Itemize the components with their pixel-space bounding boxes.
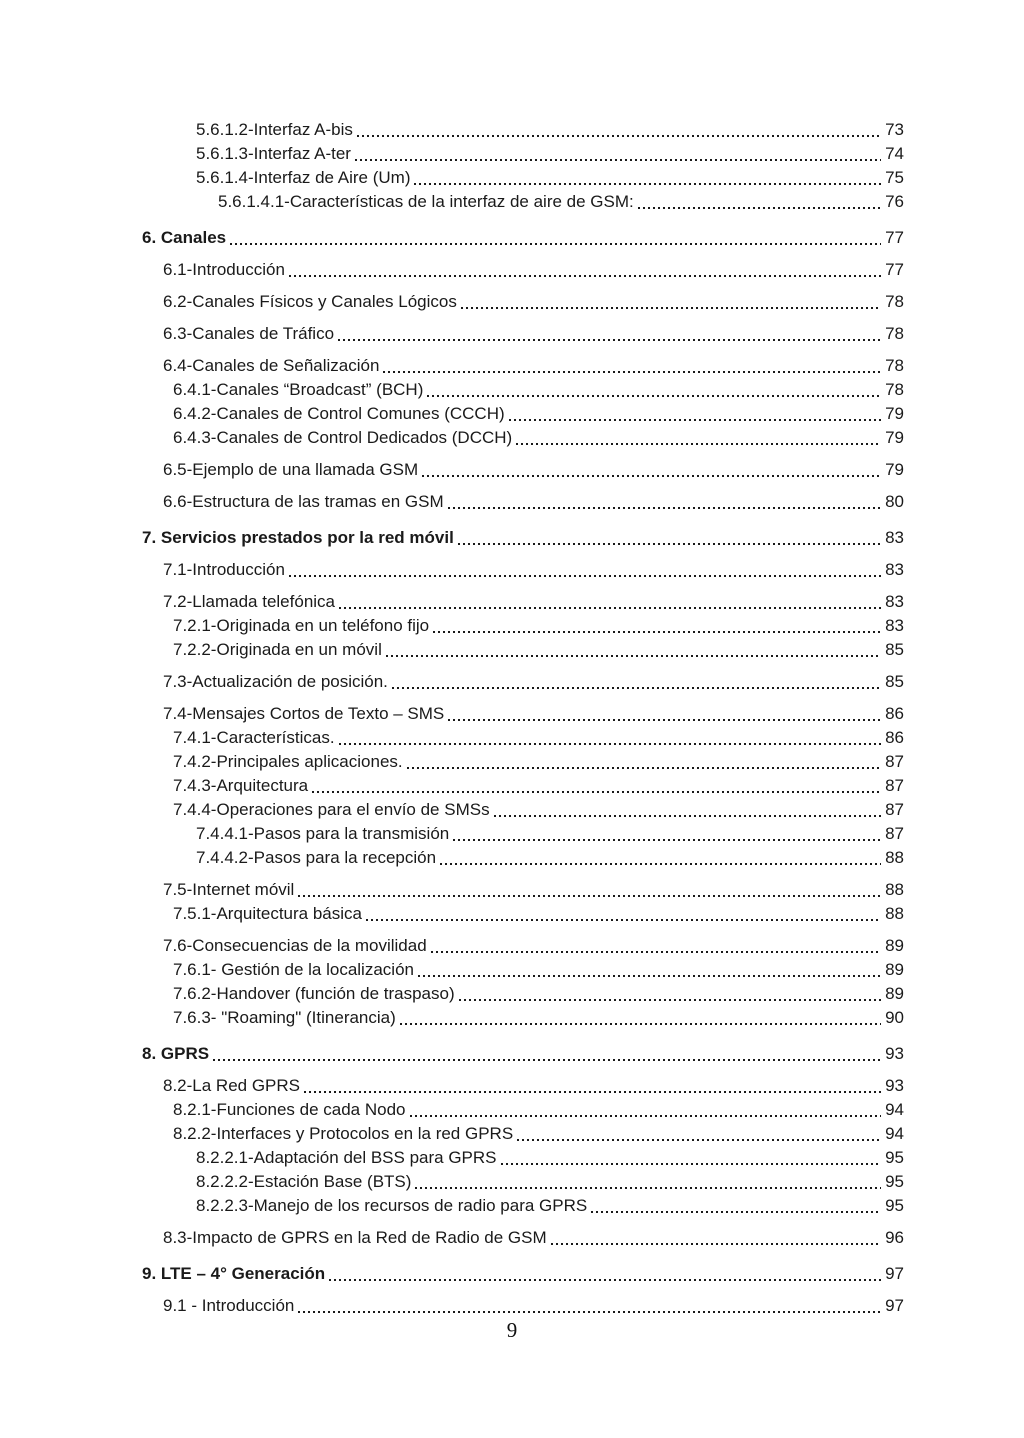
toc-entry-page: 89 [885,936,904,955]
toc-entry-page: 89 [885,960,904,979]
toc-entry-title: 7.4.4.2-Pasos para la recepción [196,848,437,867]
toc-entry-title: 8.2.2.3-Manejo de los recursos de radio para GPRS [196,1196,588,1215]
toc-entry-title: 7.4.3-Arquitectura [173,776,309,795]
toc-entry [142,426,904,450]
toc-entry [142,982,904,1006]
toc-entry-page: 85 [885,672,904,691]
dot-leader [406,1098,886,1122]
toc-entry-title: 7.6.2-Handover (función de traspaso) [173,984,455,1003]
dot-leader [513,1122,885,1146]
toc-entry-page: 79 [885,404,904,423]
toc-entry [142,1170,904,1194]
toc-entry-page: 78 [885,356,904,375]
dot-leader [454,526,885,550]
toc-entry-page: 78 [885,324,904,343]
toc-entry-title: 7.4-Mensajes Cortos de Texto – SMS [163,704,445,723]
dot-leader [308,774,885,798]
toc-entry-page: 89 [885,984,904,1003]
toc-entry-page: 96 [885,1228,904,1247]
dot-leader [294,1294,885,1318]
toc-entry-title: 6.4-Canales de Señalización [163,356,380,375]
toc-entry-page: 78 [885,292,904,311]
toc-entry [142,322,904,346]
dot-leader [410,166,885,190]
toc-entry [142,1074,904,1098]
dot-leader [414,958,885,982]
toc-entry-page: 97 [885,1264,904,1283]
toc-entry-page: 88 [885,904,904,923]
dot-leader [547,1226,885,1250]
toc-entry-title: 7.5-Internet móvil [163,880,295,899]
toc-entry-title: 7.6.1- Gestión de la localización [173,960,414,979]
toc-entry-title: 8.2.2-Interfaces y Protocolos en la red GPRS [173,1124,514,1143]
toc-entry-title: 6.5-Ejemplo de una llamada GSM [163,460,419,479]
toc-entry [142,458,904,482]
toc-entry-title: 6.1-Introducción [163,260,285,279]
toc-entry-page: 93 [885,1044,904,1063]
page-footer-number: 9 [506,1318,518,1342]
toc-entry-title: 8.2.1-Funciones de cada Nodo [173,1100,406,1119]
toc-entry-page: 79 [885,460,904,479]
dot-leader [436,846,885,870]
toc-entry-title: 6.4.1-Canales “Broadcast” (BCH) [173,380,424,399]
dot-leader [335,726,886,750]
toc-entry [142,118,904,142]
toc-entry-title: 5.6.1.4.1-Características de la interfaz de aire de GSM: [218,192,634,211]
toc-entry [142,670,904,694]
toc-entry-title: 6.4.2-Canales de Control Comunes (CCCH) [173,404,505,423]
dot-leader [285,558,885,582]
toc-entry-title: 9. LTE – 4° Generación [142,1264,326,1283]
dot-leader [512,426,885,450]
toc-entry-page: 83 [885,560,904,579]
toc-entry-title: 7.2.2-Originada en un móvil [173,640,382,659]
dot-leader [490,798,886,822]
toc-entry-page: 83 [885,592,904,611]
toc-entry-title: 5.6.1.2-Interfaz A-bis [196,120,353,139]
toc-entry-title: 7. Servicios prestados por la red móvil [142,528,454,547]
dot-leader [457,290,885,314]
toc-entry [142,166,904,190]
dot-leader [403,750,885,774]
toc-entry-page: 77 [885,228,904,247]
toc-entry [142,558,904,582]
toc-entry-page: 78 [885,380,904,399]
toc-entry-page: 90 [885,1008,904,1027]
dot-leader [411,1170,885,1194]
dot-leader [362,902,885,926]
dot-leader [444,702,885,726]
toc-entry [142,258,904,282]
toc-entry [142,1006,904,1030]
toc-entry-title: 6.4.3-Canales de Control Dedicados (DCCH) [173,428,513,447]
toc-entry-page: 83 [885,616,904,635]
dot-leader [429,614,885,638]
toc-entry [142,798,904,822]
toc-entry-page: 79 [885,428,904,447]
toc-entry-title: 5.6.1.4-Interfaz de Aire (Um) [196,168,411,187]
toc-entry-title: 8. GPRS [142,1044,210,1063]
toc-entry-page: 95 [885,1196,904,1215]
toc-entry-page: 88 [885,848,904,867]
dot-leader [335,590,885,614]
toc-entry [142,1226,904,1250]
toc-entry-page: 76 [885,192,904,211]
toc-entry [142,490,904,514]
toc-entry-page: 88 [885,880,904,899]
toc-entry-title: 7.4.1-Características. [173,728,335,747]
toc-entry-page: 86 [885,728,904,747]
toc-entry [142,526,904,550]
dot-leader [418,458,885,482]
toc-entry [142,934,904,958]
toc-entry-title: 5.6.1.3-Interfaz A-ter [196,144,351,163]
toc-entry [142,702,904,726]
dot-leader [209,1042,885,1066]
toc-entry [142,1194,904,1218]
toc-entry [142,378,904,402]
toc-entry [142,1122,904,1146]
toc-entry [142,638,904,662]
toc-entry [142,958,904,982]
toc-entry [142,614,904,638]
toc-entry-page: 93 [885,1076,904,1095]
dot-leader [449,822,885,846]
toc-entry-title: 6.2-Canales Físicos y Canales Lógicos [163,292,457,311]
toc-entry [142,402,904,426]
toc-entry-page: 77 [885,260,904,279]
toc-entry [142,1042,904,1066]
toc-entry-title: 7.4.4-Operaciones para el envío de SMSs [173,800,490,819]
toc-entry [142,822,904,846]
dot-leader [294,878,885,902]
dot-leader [379,354,885,378]
toc-entry-title: 7.1-Introducción [163,560,285,579]
toc-entry-title: 6. Canales [142,228,227,247]
toc-entry [142,226,904,250]
toc-entry-page: 97 [885,1296,904,1315]
toc-entry [142,1294,904,1318]
dot-leader [334,322,885,346]
toc-entry [142,750,904,774]
toc-list [142,118,904,1318]
toc-entry-title: 7.4.4.1-Pasos para la transmisión [196,824,450,843]
toc-entry-title: 7.5.1-Arquitectura básica [173,904,362,923]
toc-entry-title: 9.1 - Introducción [163,1296,295,1315]
dot-leader [351,142,885,166]
toc-entry [142,142,904,166]
dot-leader [634,190,885,214]
toc-entry [142,590,904,614]
dot-leader [285,258,885,282]
toc-entry-title: 6.3-Canales de Tráfico [163,324,335,343]
toc-entry-title: 6.6-Estructura de las tramas en GSM [163,492,444,511]
dot-leader [226,226,885,250]
toc-entry [142,1146,904,1170]
toc-entry-title: 7.6.3- "Roaming" (Itinerancia) [173,1008,396,1027]
toc-entry-title: 8.2.2.2-Estación Base (BTS) [196,1172,412,1191]
toc-entry-title: 8.3-Impacto de GPRS en la Red de Radio de GSM [163,1228,547,1247]
toc-entry-title: 7.6-Consecuencias de la movilidad [163,936,427,955]
dot-leader [388,670,885,694]
toc-entry [142,878,904,902]
dot-leader [505,402,885,426]
dot-leader [587,1194,885,1218]
toc-entry-page: 86 [885,704,904,723]
dot-leader [427,934,885,958]
toc-entry-title: 7.3-Actualización de posición. [163,672,388,691]
toc-entry-page: 87 [885,800,904,819]
toc-entry [142,1262,904,1286]
dot-leader [396,1006,885,1030]
toc-entry-page: 87 [885,776,904,795]
toc-entry [142,1098,904,1122]
dot-leader [444,490,885,514]
dot-leader [497,1146,886,1170]
toc-entry-page: 85 [885,640,904,659]
toc-entry [142,774,904,798]
toc-entry-page: 94 [885,1100,904,1119]
dot-leader [300,1074,885,1098]
toc-entry-title: 7.2.1-Originada en un teléfono fijo [173,616,430,635]
dot-leader [325,1262,885,1286]
toc-entry [142,290,904,314]
dot-leader [423,378,885,402]
toc-entry-page: 87 [885,752,904,771]
toc-entry [142,726,904,750]
toc-entry-page: 75 [885,168,904,187]
dot-leader [353,118,885,142]
toc-entry-title: 7.4.2-Principales aplicaciones. [173,752,403,771]
toc-entry-page: 74 [885,144,904,163]
toc-entry-page: 95 [885,1172,904,1191]
toc-entry-title: 8.2.2.1-Adaptación del BSS para GPRS [196,1148,497,1167]
toc-entry-page: 80 [885,492,904,511]
toc-entry-page: 87 [885,824,904,843]
toc-entry-title: 7.2-Llamada telefónica [163,592,336,611]
toc-entry-page: 73 [885,120,904,139]
toc-entry-title: 8.2-La Red GPRS [163,1076,301,1095]
toc-entry [142,354,904,378]
dot-leader [455,982,885,1006]
toc-entry-page: 95 [885,1148,904,1167]
toc-entry-page: 94 [885,1124,904,1143]
toc-entry [142,190,904,214]
toc-entry [142,846,904,870]
toc-entry-page: 83 [885,528,904,547]
toc-entry [142,902,904,926]
dot-leader [382,638,885,662]
